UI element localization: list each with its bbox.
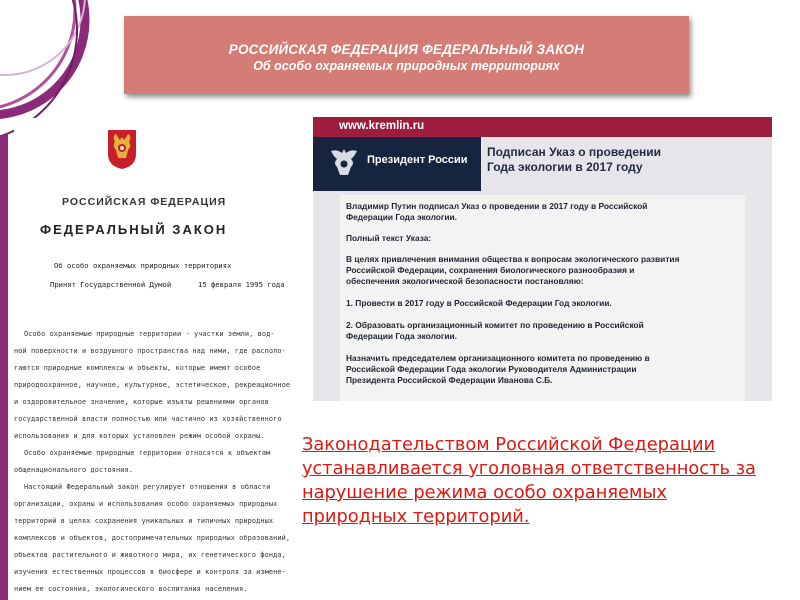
kremlin-headline-line-2: Года экологии в 2017 году [487,160,643,174]
decorative-corner-swirl [0,0,110,135]
document-line: Особо охраняемые природные территории - участки земли, вод- [24,330,275,338]
document-line: общенационального достояния. [14,466,133,474]
document-country: РОССИЙСКАЯ ФЕДЕРАЦИЯ [62,196,227,208]
article-line: Владимир Путин подписал Указ о проведении в 2017 году в Российской [346,201,648,211]
article-line: 2. Образовать организационный комитет по проведению в Российской [346,320,644,330]
left-accent-bar [0,135,8,600]
document-line: Особо охраняемые природные территории относятся к объектам [24,449,271,457]
kremlin-article-body [340,195,745,401]
article-line: 1. Провести в 2017 году в Российской Федерации Год экологии. [346,298,612,308]
article-line: Полный текст Указа: [346,233,432,243]
kremlin-screenshot [313,117,772,401]
law-document-scan [14,118,304,593]
article-line: Президента Российской Федерации Иванова С.Б. [346,375,553,385]
document-line: ной поверхности и воздушного пространства над ними, где располо- [14,347,286,355]
kremlin-headline [487,145,661,175]
document-adopted: Принят Государственной Думой [50,280,172,289]
russian-coat-of-arms-icon [106,128,138,174]
article-line: Федерации Года экологии. [346,331,458,341]
document-subtitle: Об особо охраняемых природных территориях [54,261,232,270]
document-heading: ФЕДЕРАЛЬНЫЙ ЗАКОН [40,222,228,237]
document-line: и оздоровительное значение, которые изъяты решениями органов [14,398,269,406]
document-line: гаются природные комплексы и объекты, которые имеют особое [14,364,261,372]
document-line: государственной власти полностью или частично из хозяйственного [14,415,282,423]
document-line: территорий в целях сохранения уникальных и типичных природных [14,517,274,525]
article-line: Федерации Года экологии. [346,212,458,222]
title-line-1: РОССИЙСКАЯ ФЕДЕРАЦИЯ ФЕДЕРАЛЬНЫЙ ЗАКОН [228,42,585,57]
document-line: изучения естественных процессов в биосфере и контроля за измене- [14,568,286,576]
criminal-liability-caption: Законодательством Российской Федерации устанавливается уголовная ответственность за нарушение режима особо охраняемых природных территорий. [302,434,756,527]
title-banner [124,16,689,94]
article-line: обеспечения экологической безопасности постановляю: [346,276,584,286]
document-adopted-date: 15 февраля 1995 года [198,280,285,289]
kremlin-site-url: www.kremlin.ru [339,120,425,132]
title-line-2: Об особо охраняемых природных территориях [253,59,560,73]
document-line: организации, охраны и использования особо охраняемых природных [14,500,278,508]
article-line: В целях привлечения внимания общества к вопросам экологического развития [346,254,680,264]
double-headed-eagle-icon [327,145,361,184]
document-line: Настоящий Федеральный закон регулирует отношения в области [24,483,271,491]
document-line: объектов растительного и животного мира, их генетического фонда, [14,551,286,559]
article-line: Российской Федерации, сохранения биологического разнообразия и [346,265,635,275]
article-line: Назначить председателем организационного комитета по проведению в [346,353,650,363]
document-line: комплексов и объектов, достопримечательных природных образований, [14,534,291,542]
document-line: использования и для которых установлен режим особой охраны. [14,432,265,440]
president-label: Президент России [367,154,468,166]
document-line: нием ее состояния, экологического воспитания населения. [14,585,248,593]
kremlin-headline-line-1: Подписан Указ о проведении [487,145,662,159]
article-line: Российской Федерации Года экологии Руководителя Администрации [346,364,637,374]
document-line: природоохранное, научное, культурное, эстетическое, рекреационное [14,381,291,389]
